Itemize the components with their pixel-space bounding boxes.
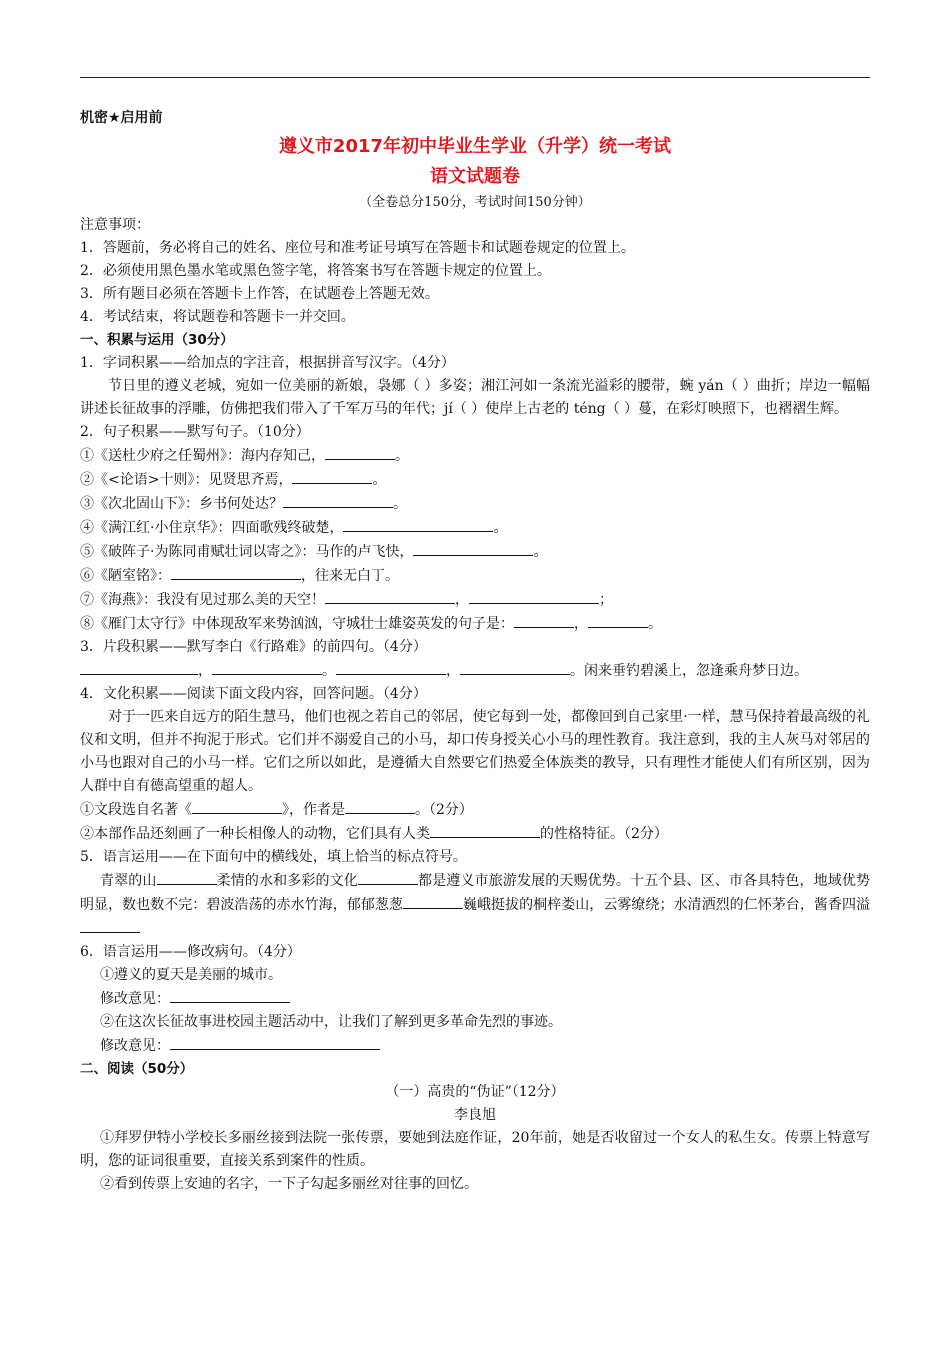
q3-sep: ，: [446, 663, 460, 679]
q6-s2: ②在这次长征故事进校园主题活动中，让我们了解到更多革命先烈的事迹。: [100, 1014, 562, 1030]
q6-s1: ①遵义的夏天是美丽的城市。: [100, 967, 282, 983]
answer-blank[interactable]: [358, 869, 418, 885]
q2-1-text: ①《送杜少府之任蜀州》：海内存知己，: [80, 448, 325, 464]
q4-sub1-text: ①文段选自名著《: [80, 802, 192, 818]
article-author: 李良旭: [454, 1107, 496, 1123]
q2-6-text: ⑥《陋室铭》：: [80, 568, 171, 584]
q6-edit-1: [80, 987, 870, 1011]
secret-label: 机密★启用前: [80, 110, 163, 126]
answer-blank[interactable]: [588, 612, 648, 628]
exam-title: 遵义市2017年初中毕业生学业（升学）统一考试: [278, 136, 672, 157]
answer-blank[interactable]: [469, 588, 599, 604]
q4-title: 4．文化积累——阅读下面文段内容，回答问题。（4分）: [80, 686, 427, 702]
q2-1-end: 。: [395, 448, 409, 464]
q6-edit-2: [80, 1034, 870, 1058]
answer-blank[interactable]: [283, 492, 393, 508]
notice-item: 3．所有题目必须在答题卡上作答，在试题卷上答题无效。: [80, 286, 439, 302]
q5-c: 都是遵义市旅游发展的天赐优势。十五个县、区、市各具特色，地域优势明显，数也数不完：碧波浩荡的赤水竹海，郁郁葱葱: [80, 873, 871, 913]
q4-sub1-end: 。（2分）: [415, 802, 473, 818]
answer-blank[interactable]: [170, 1034, 380, 1050]
q2-7-sep: ，: [455, 592, 469, 608]
top-rule: [80, 77, 870, 78]
q5-a: 青翠的山: [100, 873, 157, 889]
exam-info: （全卷总分150分，考试时间150分钟）: [359, 195, 591, 210]
article-paragraph-2: ②看到传票上安迪的名字，一下子勾起多丽丝对往事的回忆。: [100, 1176, 478, 1192]
notice-item: 2．必须使用黑色墨水笔或黑色签字笔，将答案书写在答题卡规定的位置上。: [80, 263, 551, 279]
article-title: （一）高贵的“伪证”（12分）: [385, 1084, 565, 1100]
part1-heading: 一、积累与运用（30分）: [80, 332, 234, 348]
q2-line-1: [80, 444, 870, 468]
q2-line-4: [80, 516, 870, 540]
q2-5-text: ⑤《破阵子·为陈同甫赋壮词以寄之》：马作的卢飞快，: [80, 544, 414, 560]
notices-heading: 注意事项：: [80, 217, 150, 233]
q3-answer-line: [80, 659, 870, 683]
q2-4-text: ④《满江红·小住京华》：四面歌残终破楚，: [80, 520, 344, 536]
article-paragraph-1: ①拜罗伊特小学校长多丽丝接到法院一张传票，要她到法庭作证，20年前，她是否收留过一个女人的私生女。传票上特意写明，您的证词很重要，直接关系到案件的性质。: [80, 1130, 870, 1169]
q2-2-end: 。: [372, 472, 387, 488]
q2-8-end: 。: [648, 616, 662, 632]
answer-blank[interactable]: [514, 612, 574, 628]
q3-title: 3．片段积累——默写李白《行路难》的前四句。（4分）: [80, 639, 427, 655]
answer-blank[interactable]: [343, 516, 493, 532]
answer-blank[interactable]: [460, 659, 570, 675]
answer-blank[interactable]: [292, 468, 372, 484]
answer-blank[interactable]: [80, 917, 140, 933]
q2-4-end: 。: [493, 520, 508, 536]
answer-blank[interactable]: [170, 987, 290, 1003]
q3-end: 。闲来垂钓碧溪上，忽逢乘舟梦日边。: [570, 663, 808, 679]
q4-sub1: [80, 798, 870, 822]
answer-blank[interactable]: [336, 659, 446, 675]
q2-8-sep: ，: [574, 616, 588, 632]
q4-text: 对于一匹来自远方的陌生慧马，他们也视之若自己的邻居，使它每到一处，都像回到自己家里·一样，慧马保持着最高级的礼仪和文明，但并不拘泥于形式。它们并不溺爱自己的小马，却口传身授关心小马的理性教育。我注意到，我的主人灰马对邻居的小马也跟对自己的小马一样。它们之所以如此，是遵循大自然要它们热爱全体族类的教导，只有理性才能使人们有所区别，因为人群中自有德高望重的超人。: [80, 709, 870, 794]
q5-b: 柔情的水和多彩的文化: [216, 873, 358, 889]
answer-blank[interactable]: [430, 822, 540, 838]
q4-sub2-end: 的性格特征。（2分）: [540, 826, 668, 842]
answer-blank[interactable]: [345, 798, 415, 814]
answer-blank[interactable]: [80, 659, 198, 675]
q2-2-text: ②《<论语>十则》：见贤思齐焉，: [80, 472, 293, 488]
q2-line-7: [80, 588, 870, 612]
q5-title: 5．语言运用——在下面句中的横线处，填上恰当的标点符号。: [80, 849, 467, 865]
q2-line-3: [80, 492, 870, 516]
q4-sub2-text: ②本部作品还刻画了一种长相像人的动物，它们具有人类: [80, 826, 430, 842]
q2-8-text: ⑧《雁门太守行》中体现敌军来势汹汹，守城壮士雄姿英发的句子是：: [80, 616, 514, 632]
document-body: [80, 106, 870, 1196]
q4-sub1-mid: 》，作者是: [282, 802, 345, 818]
edit-label: 修改意见：: [100, 991, 170, 1007]
q2-3-end: 。: [393, 496, 407, 512]
answer-blank[interactable]: [171, 564, 301, 580]
q2-7-text: ⑦《海燕》：我没有见过那么美的天空！: [80, 592, 325, 608]
notice-item: 1．答题前，务必将自己的姓名、座位号和准考证号填写在答题卡和试题卷规定的位置上。: [80, 240, 635, 256]
answer-blank[interactable]: [403, 893, 463, 909]
q2-5-end: 。: [533, 544, 548, 560]
q2-3-text: ③《次北固山下》：乡书何处达？: [80, 496, 283, 512]
q3-sep: ，: [198, 663, 212, 679]
edit-label: 修改意见：: [100, 1038, 170, 1054]
answer-blank[interactable]: [325, 588, 455, 604]
q6-title: 6．语言运用——修改病句。（4分）: [80, 944, 301, 960]
answer-blank[interactable]: [157, 869, 217, 885]
q2-line-8: [80, 612, 870, 636]
answer-blank[interactable]: [192, 798, 282, 814]
q2-7-end: ；: [599, 592, 613, 608]
q2-title: 2．句子积累——默写句子。（10分）: [80, 424, 310, 440]
q2-line-5: [80, 540, 870, 564]
q2-6-end: ，往来无白丁。: [301, 568, 399, 584]
q1-title: 1．字词积累——给加点的字注音，根据拼音写汉字。（4分）: [80, 355, 455, 371]
part2-heading: 二、阅读（50分）: [80, 1061, 194, 1077]
q4-sub2: [80, 822, 870, 846]
q5-text: [80, 869, 870, 941]
notice-item: 4．考试结束，将试题卷和答题卡一并交回。: [80, 309, 355, 325]
answer-blank[interactable]: [413, 540, 533, 556]
q3-sep: 。: [322, 663, 336, 679]
answer-blank[interactable]: [325, 444, 395, 460]
exam-subtitle: 语文试题卷: [430, 166, 520, 187]
q2-line-2: [80, 468, 870, 492]
q2-line-6: [80, 564, 870, 588]
q1-text: 节日里的遵义老城，宛如一位美丽的新娘，袅娜（ ）多姿；湘江河如一条流光溢彩的腰带，蜿 yán（ ）曲折；岸边一幅幅讲述长征故事的浮雕，仿佛把我们带入了千军万马的年代；jí（ ）使岸上古老的 téng（ ）蔓，在彩灯映照下，也褶褶生辉。: [80, 378, 870, 417]
answer-blank[interactable]: [212, 659, 322, 675]
q5-d: 巍峨挺拔的桐梓娄山，云雾缭绕；水清洒烈的仁怀茅台，酱香四溢: [462, 897, 871, 913]
